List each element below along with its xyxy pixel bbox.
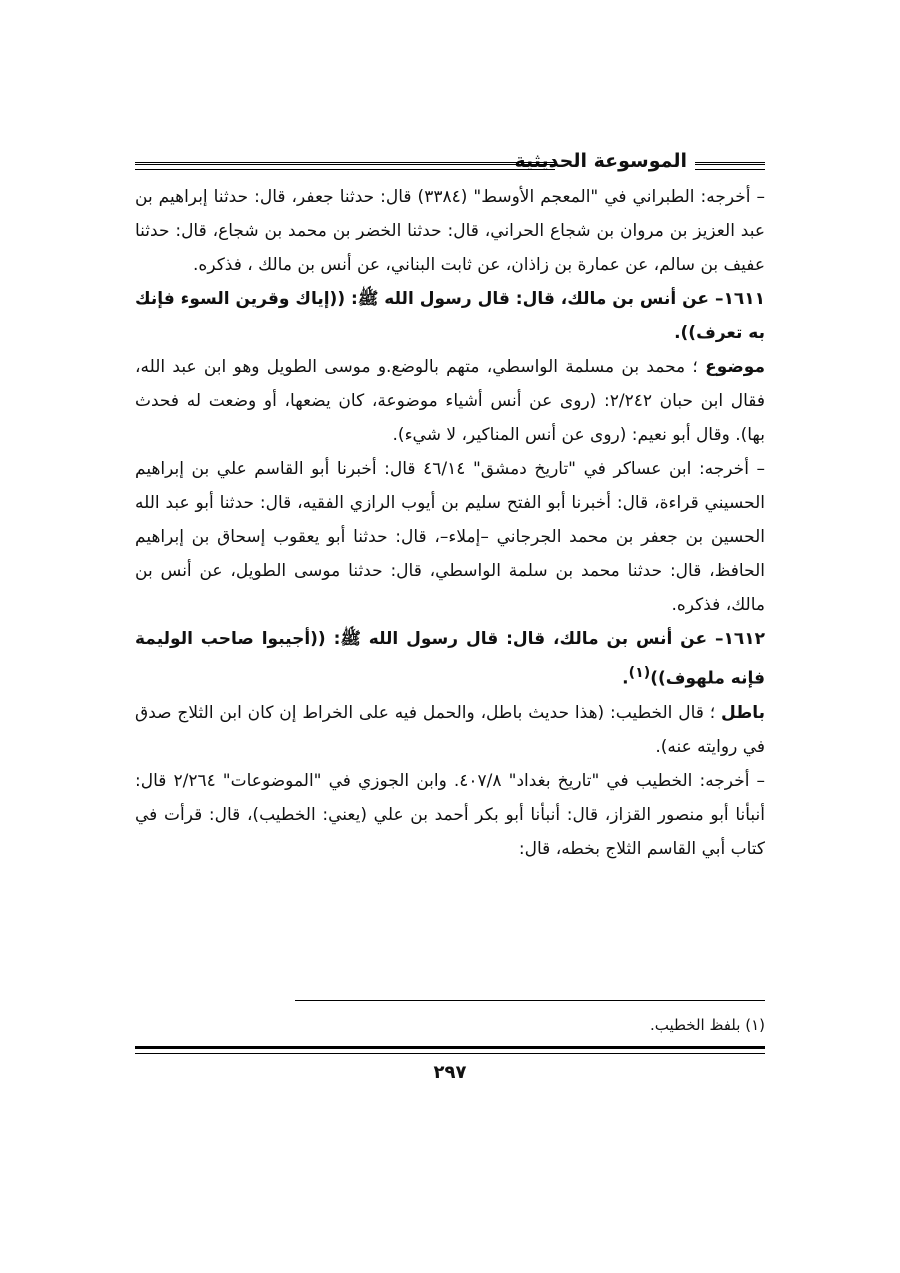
bottom-rule: [135, 1046, 765, 1054]
hadith-1612: [135, 622, 765, 696]
body-text: [135, 180, 765, 866]
hadith-1612-text: ١٦١٢– عن أنس بن مالك، قال: قال رسول الله ﷺ: ((أجيبوا صاحب الوليمة فإنه ملهوف)): [135, 629, 765, 689]
header-title: الموسوعة الحديثية: [514, 150, 687, 172]
header-rule-left: [135, 162, 555, 170]
verdict-label: باطل: [721, 702, 765, 723]
verdict-text: ؛ محمد بن مسلمة الواسطي، متهم بالوضع.و موسى الطويل وهو ابن عبد الله، فقال ابن حبان ٢/٢٤٢: (روى عن أنس أشياء موضوعة، كان يضعها، أو وضعت له فحدث بها). وقال أبو نعيم: (روى عن أنس المناكير، لا شيء).: [135, 357, 766, 445]
paragraph-takhrij-2: – أخرجه: ابن عساكر في "تاريخ دمشق" ٤٦/١٤ قال: أخبرنا أبو القاسم علي بن إبراهيم الحسيني قراءة، قال: أخبرنا أبو الفتح سليم بن أيوب الرازي الفقيه، قال: حدثنا أبو عبد الله الحسين بن جعفر بن محمد الجرجاني –إملاء–، قال: حدثنا أبو يعقوب إسحاق بن إبراهيم الحافظ، قال: حدثنا محمد بن سلمة الواسطي، قال: حدثنا موسى الطويل، عن أنس بن مالك، فذكره.: [135, 459, 765, 615]
footnote-text: (١) بلفظ الخطيب.: [649, 1016, 765, 1034]
header-rule-right: [695, 162, 765, 170]
footnote-separator: [295, 1000, 765, 1001]
verdict-label: موضوع: [705, 357, 765, 377]
hadith-1611: ١٦١١– عن أنس بن مالك، قال: قال رسول الله ﷺ: ((إياك وقرين السوء فإنك به تعرف)).: [135, 289, 765, 343]
page-number: ٢٩٧: [433, 1062, 467, 1083]
paragraph-takhrij-1: – أخرجه: الطبراني في "المعجم الأوسط" (٣٣٨٤) قال: حدثنا جعفر، قال: حدثنا إبراهيم بن عبد العزيز بن مروان بن شجاع الحراني، قال: حدثنا الخضر بن محمد بن شجاع، قال: حدثنا عفيف بن سالم، عن عمارة بن زاذان، عن ثابت البناني، عن أنس بن مالك ، فذكره.: [135, 187, 765, 275]
running-header: [135, 150, 765, 180]
paragraph-takhrij-3: – أخرجه: الخطيب في "تاريخ بغداد" ٤٠٧/٨. وابن الجوزي في "الموضوعات" ٢/٢٦٤ قال: أنبأنا أبو منصور القزاز، قال: أنبأنا أبو بكر أحمد بن علي (يعني: الخطيب)، قال: قرأت في كتاب أبي القاسم الثلاج بخطه، قال:: [135, 770, 765, 859]
paragraph-verdict-1: [135, 350, 765, 452]
hadith-1612-tail: .: [622, 668, 629, 689]
paragraph-verdict-2: [135, 696, 765, 764]
footnote-marker[interactable]: (١): [628, 665, 651, 681]
verdict-text: ؛ قال الخطيب: (هذا حديث باطل، والحمل فيه على الخراط إن كان ابن الثلاج صدق في روايته عنه).: [135, 702, 765, 757]
book-page: [135, 140, 765, 1250]
